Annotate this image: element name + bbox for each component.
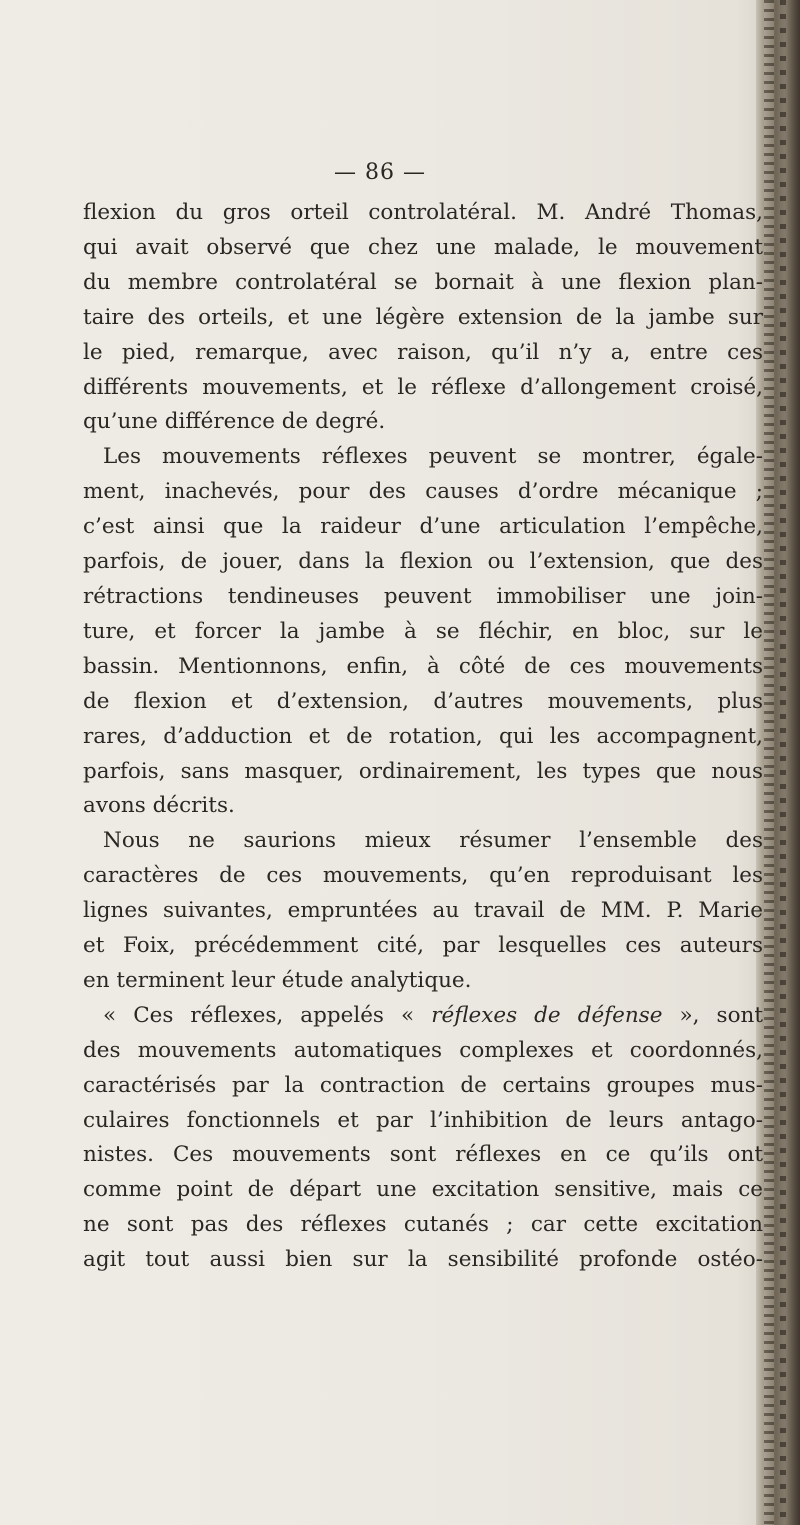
text-line: ment, inachevés, pour des causes d’ordre mécanique ;: [83, 479, 763, 505]
quote-text: « Ces réflexes, appelés «: [103, 1002, 432, 1028]
text-line: nistes. Ces mouvements sont réflexes en ce qu’ils ont: [83, 1142, 763, 1168]
text-line: ture, et forcer la jambe à se fléchir, en bloc, sur le: [83, 618, 763, 644]
text-line: de flexion et d’extension, d’autres mouvements, plus: [83, 688, 763, 714]
text-line: parfois, de jouer, dans la flexion ou l’extension, que des: [83, 549, 763, 575]
text-line: du membre controlatéral se bornait à une flexion plan-: [83, 269, 763, 295]
text-line: rétractions tendineuses peuvent immobiliser une join-: [83, 583, 763, 609]
text-line: qui avait observé que chez une malade, le mouvement: [83, 234, 763, 260]
text-line-quote-start: [83, 999, 763, 1034]
text-line: culaires fonctionnels et par l’inhibition de leurs antago-: [83, 1107, 763, 1133]
text-line: rares, d’adduction et de rotation, qui les accompagnent,: [83, 723, 763, 749]
text-line: Les mouvements réflexes peuvent se montrer, égale-: [103, 444, 763, 470]
text-line: en terminent leur étude analytique.: [83, 967, 472, 993]
page-number: — 86 —: [334, 160, 426, 185]
text-line: bassin. Mentionnons, enfin, à côté de ces mouvements: [83, 653, 763, 679]
text-line: caractères de ces mouvements, qu’en reproduisant les: [83, 863, 763, 889]
body-text: [83, 196, 763, 1278]
text-line: c’est ainsi que la raideur d’une articulation l’empêche,: [83, 514, 763, 540]
text-line: le pied, remarque, avec raison, qu’il n’y a, entre ces: [83, 339, 763, 365]
text-line: avons décrits.: [83, 793, 235, 819]
text-line: Nous ne saurions mieux résumer l’ensemble des: [103, 828, 763, 854]
text-line: différents mouvements, et le réflexe d’allongement croisé,: [83, 374, 763, 400]
quote-text: », sont: [662, 1002, 763, 1028]
text-line: caractérisés par la contraction de certains groupes mus-: [83, 1072, 763, 1098]
text-line: et Foix, précédemment cité, par lesquelles ces auteurs: [83, 933, 763, 959]
text-line: ne sont pas des réflexes cutanés ; car cette excitation: [83, 1212, 763, 1238]
text-line: flexion du gros orteil controlatéral. M. André Thomas,: [83, 200, 763, 225]
text-line: parfois, sans masquer, ordinairement, les types que nous: [83, 758, 763, 784]
text-line: des mouvements automatiques complexes et coordonnés,: [83, 1037, 763, 1063]
italic-term: réflexes de défense: [431, 1002, 663, 1028]
text-line: comme point de départ une excitation sensitive, mais ce: [83, 1177, 763, 1203]
text-line: lignes suivantes, empruntées au travail de MM. P. Marie: [83, 898, 763, 924]
text-line: taire des orteils, et une légère extension de la jambe sur: [83, 304, 763, 330]
text-line: qu’une différence de degré.: [83, 409, 386, 435]
text-line: agit tout aussi bien sur la sensibilité profonde ostéo-: [83, 1247, 763, 1273]
